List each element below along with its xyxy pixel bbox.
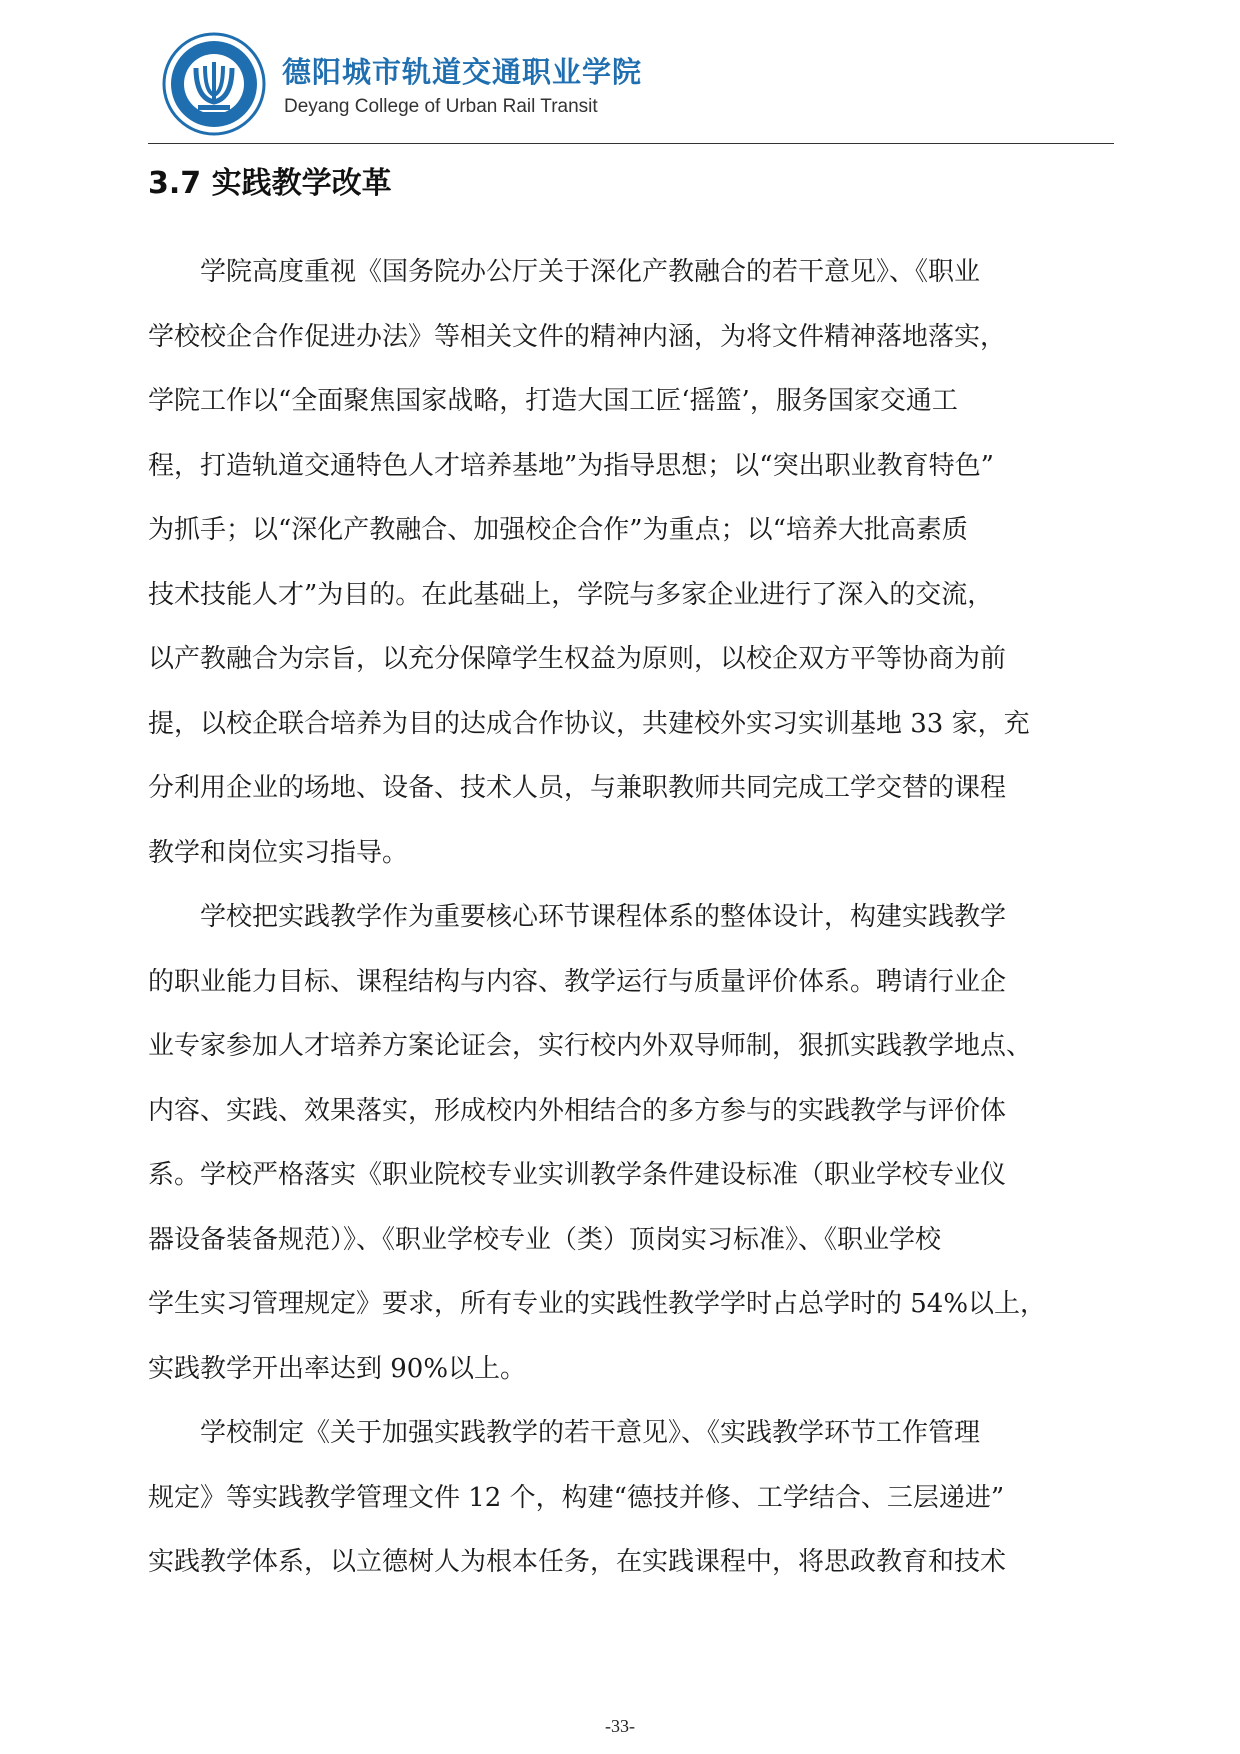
page-header — [150, 30, 1110, 142]
section-title: 3.7 实践教学改革 — [148, 166, 392, 201]
body-text — [148, 240, 1114, 1595]
page-number: -33- — [605, 1716, 635, 1736]
header-divider — [148, 143, 1114, 144]
school-name-chinese: 德阳城市轨道交通职业学院 — [282, 55, 643, 89]
paragraph: 学院高度重视《国务院办公厅关于深化产教融合的若干意见》、《职业 学校校企合作促进办法》等相关文件的精神内涵，为将文件精神落地落实， 学院工作以“全面聚焦国家战略，打造大国工匠‘摇篮’，服务国家交通工 程，打造轨道交通特色人才培养基地”为指导思想；以“突出职业教育特色” 为抓手；以“深化产教融合、加强校企合作”为重点；以“培养大批高素质 技术技能人才”为目的。在此基础上，学院与多家企业进行了深入的交流， 以产教融合为宗旨，以充分保障学生权益为原则，以校企双方平等协商为前 提，以校企联合培养为目的达成合作协议，共建校外实习实训基地 33 家，充 分利用企业的场地、设备、技术人员，与兼职教师共同完成工学交替的课程 教学和岗位实习指导。 — [148, 257, 1030, 868]
paragraph: 学校把实践教学作为重要核心环节课程体系的整体设计，构建实践教学 的职业能力目标、课程结构与内容、教学运行与质量评价体系。聘请行业企 业专家参加人才培养方案论证会，实行校内外双导师制，狠抓实践教学地点、 内容、实践、效果落实，形成校内外相结合的多方参与的实践教学与评价体 系。学校严格落实《职业院校专业实训教学条件建设标准（职业学校专业仪 器设备装备规范）》、《职业学校专业（类）顶岗实习标准》、《职业学校 学生实习管理规定》要求，所有专业的实践性教学学时占总学时的 54%以上， 实践教学开出率达到 90%以上。 — [148, 902, 1047, 1384]
school-name-english: Deyang College of Urban Rail Transit — [284, 96, 598, 117]
college-emblem-icon — [162, 32, 266, 136]
paragraph: 学校制定《关于加强实践教学的若干意见》、《实践教学环节工作管理 规定》等实践教学管理文件 12 个，构建“德技并修、工学结合、三层递进” 实践教学体系，以立德树人为根本任务，在实践课程中，将思政教育和技术 — [148, 1418, 1007, 1577]
